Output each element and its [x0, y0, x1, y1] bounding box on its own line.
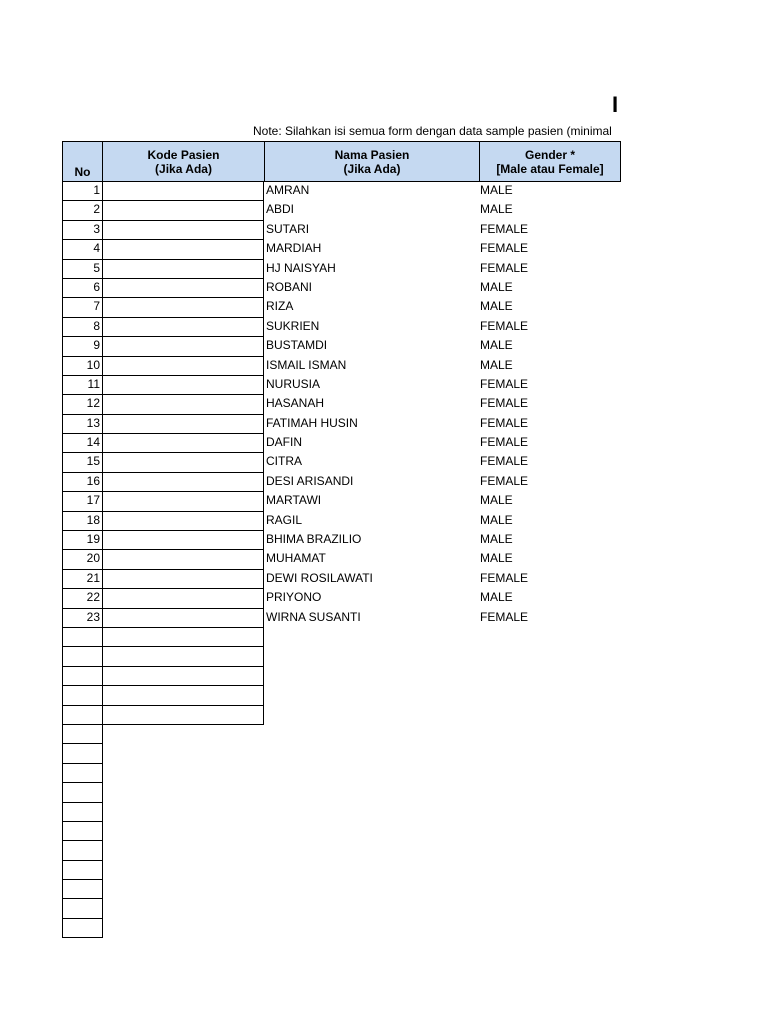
table-header	[62, 141, 622, 181]
table-row	[62, 336, 622, 355]
row-number: 17	[86, 493, 100, 508]
row-number-cell[interactable]	[62, 918, 103, 938]
row-number-cell	[62, 336, 103, 356]
nama-pasien-cell[interactable]: RAGIL	[266, 512, 303, 527]
table-row	[62, 569, 622, 588]
kode-pasien-cell[interactable]	[102, 491, 264, 511]
kode-pasien-cell[interactable]	[102, 414, 264, 434]
table-row	[62, 375, 622, 394]
gender-cell[interactable]: FEMALE	[480, 260, 529, 275]
row-number: 18	[86, 512, 100, 527]
row-number-cell[interactable]	[62, 860, 103, 880]
table-row-empty	[62, 743, 622, 762]
gender-cell[interactable]: MALE	[480, 279, 513, 294]
row-number-cell[interactable]	[62, 840, 103, 860]
row-number-cell	[62, 200, 103, 220]
table-row	[62, 356, 622, 375]
row-number-cell	[62, 588, 103, 608]
table-row	[62, 220, 622, 239]
table-row-empty	[62, 666, 622, 685]
row-number-cell[interactable]	[62, 646, 103, 666]
gender-cell[interactable]: FEMALE	[480, 454, 529, 469]
kode-pasien-cell[interactable]	[102, 608, 264, 628]
gender-cell[interactable]: MALE	[480, 512, 513, 527]
row-number: 1	[93, 183, 100, 197]
nama-pasien-cell[interactable]: MARTAWI	[266, 493, 322, 508]
kode-pasien-cell[interactable]	[102, 588, 264, 608]
gender-cell[interactable]: FEMALE	[480, 415, 529, 430]
row-number: 9	[93, 338, 100, 353]
gender-cell[interactable]: MALE	[480, 357, 513, 372]
row-number-cell[interactable]	[62, 666, 103, 686]
nama-pasien-cell[interactable]: CITRA	[266, 454, 302, 469]
table-row	[62, 433, 622, 452]
row-number-cell[interactable]	[62, 879, 103, 899]
row-number-cell	[62, 414, 103, 434]
nama-pasien-cell[interactable]: BHIMA BRAZILIO	[266, 532, 362, 547]
row-number: 23	[86, 609, 100, 624]
table-row	[62, 452, 622, 471]
header-nama-pasien: Nama Pasien (Jika Ada)	[264, 141, 480, 182]
patient-table	[62, 141, 622, 937]
table-row	[62, 297, 622, 316]
row-number: 16	[86, 473, 100, 488]
table-row	[62, 530, 622, 549]
table-row-empty	[62, 840, 622, 859]
kode-pasien-cell[interactable]	[102, 646, 264, 666]
row-number-cell[interactable]	[62, 627, 103, 647]
instruction-note: Note: Silahkan isi semua form dengan data sample pasien (minimal	[253, 124, 612, 138]
row-number-cell[interactable]	[62, 782, 103, 802]
kode-pasien-cell[interactable]	[102, 220, 264, 240]
gender-cell[interactable]: MALE	[480, 551, 513, 566]
row-number-cell	[62, 317, 103, 337]
gender-cell[interactable]: MALE	[480, 299, 513, 314]
gender-cell[interactable]: FEMALE	[480, 241, 529, 256]
table-row	[62, 472, 622, 491]
table-body	[62, 181, 622, 937]
nama-pasien-cell[interactable]: DEWI ROSILAWATI	[266, 570, 373, 585]
row-number-cell	[62, 569, 103, 589]
row-number-cell	[62, 433, 103, 453]
nama-pasien-cell[interactable]: ROBANI	[266, 279, 313, 294]
row-number-cell	[62, 297, 103, 317]
table-row	[62, 414, 622, 433]
row-number: 15	[86, 454, 100, 469]
kode-pasien-cell[interactable]	[102, 356, 264, 376]
row-number: 11	[87, 376, 100, 391]
row-number: 2	[93, 202, 100, 217]
row-number-cell[interactable]	[62, 743, 103, 763]
kode-pasien-cell[interactable]	[102, 685, 264, 705]
kode-pasien-cell[interactable]	[102, 278, 264, 298]
table-row	[62, 394, 622, 413]
row-number: 5	[93, 260, 100, 275]
table-row-empty	[62, 879, 622, 898]
table-row-empty	[62, 802, 622, 821]
kode-pasien-cell[interactable]	[102, 627, 264, 647]
table-row	[62, 259, 622, 278]
row-number-cell	[62, 278, 103, 298]
table-row	[62, 239, 622, 258]
header-kode-pasien: Kode Pasien (Jika Ada)	[102, 141, 265, 182]
row-number-cell[interactable]	[62, 763, 103, 783]
row-number: 6	[93, 279, 100, 294]
row-number-cell[interactable]	[62, 685, 103, 705]
gender-cell[interactable]: MALE	[480, 338, 513, 353]
gender-cell[interactable]: MALE	[480, 202, 513, 217]
row-number-cell	[62, 452, 103, 472]
nama-pasien-cell[interactable]: ISMAIL ISMAN	[266, 357, 347, 372]
row-number: 4	[93, 241, 100, 256]
row-number: 13	[86, 415, 100, 430]
gender-cell[interactable]: FEMALE	[480, 435, 529, 450]
table-row	[62, 549, 622, 568]
kode-pasien-cell[interactable]	[102, 705, 264, 725]
table-row	[62, 511, 622, 530]
kode-pasien-cell[interactable]	[102, 530, 264, 550]
row-number-cell	[62, 375, 103, 395]
row-number-cell	[62, 394, 103, 414]
gender-cell[interactable]: FEMALE	[480, 570, 529, 585]
row-number: 20	[86, 551, 100, 566]
kode-pasien-cell[interactable]	[102, 375, 264, 395]
kode-pasien-cell[interactable]	[102, 297, 264, 317]
row-number-cell	[62, 491, 103, 511]
kode-pasien-cell[interactable]	[102, 181, 264, 201]
kode-pasien-cell[interactable]	[102, 549, 264, 569]
nama-pasien-cell[interactable]: DESI ARISANDI	[266, 473, 354, 488]
row-number-cell	[62, 239, 103, 259]
nama-pasien-cell[interactable]: RIZA	[266, 299, 294, 314]
table-row-empty	[62, 860, 622, 879]
row-number-cell	[62, 549, 103, 569]
header-no: No	[62, 141, 103, 182]
nama-pasien-cell[interactable]: NURUSIA	[266, 376, 321, 391]
row-number-cell	[62, 220, 103, 240]
header-gender: Gender * [Male atau Female]	[479, 141, 621, 182]
nama-pasien-cell[interactable]: FATIMAH HUSIN	[266, 415, 358, 430]
table-row-empty	[62, 646, 622, 665]
kode-pasien-cell[interactable]	[102, 317, 264, 337]
row-number-cell	[62, 181, 103, 201]
table-row-empty	[62, 918, 622, 937]
kode-pasien-cell[interactable]	[102, 666, 264, 686]
row-number-cell[interactable]	[62, 821, 103, 841]
gender-cell[interactable]: FEMALE	[480, 609, 529, 624]
table-row-empty	[62, 898, 622, 917]
row-number-cell	[62, 511, 103, 531]
gender-cell[interactable]: FEMALE	[480, 396, 529, 411]
kode-pasien-cell[interactable]	[102, 239, 264, 259]
table-row	[62, 588, 622, 607]
row-number-cell	[62, 356, 103, 376]
gender-cell[interactable]: MALE	[480, 493, 513, 508]
gender-cell[interactable]: MALE	[480, 532, 513, 547]
gender-cell[interactable]: FEMALE	[480, 221, 529, 236]
table-row	[62, 317, 622, 336]
nama-pasien-cell[interactable]: MUHAMAT	[266, 551, 326, 566]
row-number-cell[interactable]	[62, 705, 103, 725]
row-number: 3	[93, 221, 100, 236]
row-number-cell	[62, 259, 103, 279]
row-number-cell	[62, 530, 103, 550]
nama-pasien-cell[interactable]: MARDIAH	[266, 241, 322, 256]
nama-pasien-cell[interactable]: ABDI	[266, 202, 295, 217]
nama-pasien-cell[interactable]: DAFIN	[266, 435, 302, 450]
page-title: I	[612, 92, 619, 117]
kode-pasien-cell[interactable]	[102, 259, 264, 279]
gender-cell[interactable]: MALE	[480, 183, 513, 197]
gender-cell[interactable]: MALE	[480, 590, 513, 605]
gender-cell[interactable]: FEMALE	[480, 318, 529, 333]
table-row-empty	[62, 724, 622, 743]
table-row	[62, 491, 622, 510]
table-row-empty	[62, 763, 622, 782]
table-row-empty	[62, 685, 622, 704]
kode-pasien-cell[interactable]	[102, 394, 264, 414]
row-number: 21	[86, 570, 100, 585]
table-row	[62, 181, 622, 200]
table-row-empty	[62, 782, 622, 801]
nama-pasien-cell[interactable]: HASANAH	[266, 396, 325, 411]
nama-pasien-cell[interactable]: PRIYONO	[266, 590, 322, 605]
nama-pasien-cell[interactable]: WIRNA SUSANTI	[266, 609, 361, 624]
row-number: 14	[86, 435, 100, 450]
row-number: 10	[86, 357, 100, 372]
table-row	[62, 200, 622, 219]
gender-cell[interactable]: FEMALE	[480, 473, 529, 488]
table-row-empty	[62, 821, 622, 840]
gender-cell[interactable]: FEMALE	[480, 376, 529, 391]
table-row	[62, 278, 622, 297]
row-number: 7	[93, 299, 100, 314]
nama-pasien-cell[interactable]: SUTARI	[266, 221, 310, 236]
table-row-empty	[62, 705, 622, 724]
kode-pasien-cell[interactable]	[102, 200, 264, 220]
nama-pasien-cell[interactable]: HJ NAISYAH	[266, 260, 336, 275]
kode-pasien-cell[interactable]	[102, 336, 264, 356]
nama-pasien-cell[interactable]: AMRAN	[266, 183, 310, 197]
row-number-cell[interactable]	[62, 724, 103, 744]
row-number-cell	[62, 608, 103, 628]
kode-pasien-cell[interactable]	[102, 569, 264, 589]
nama-pasien-cell[interactable]: SUKRIEN	[266, 318, 320, 333]
row-number: 8	[93, 318, 100, 333]
row-number: 12	[86, 396, 100, 411]
nama-pasien-cell[interactable]: BUSTAMDI	[266, 338, 328, 353]
table-row	[62, 608, 622, 627]
row-number: 22	[86, 590, 100, 605]
row-number: 19	[86, 532, 100, 547]
kode-pasien-cell[interactable]	[102, 472, 264, 492]
kode-pasien-cell[interactable]	[102, 452, 264, 472]
row-number-cell[interactable]	[62, 898, 103, 918]
row-number-cell	[62, 472, 103, 492]
table-row-empty	[62, 627, 622, 646]
kode-pasien-cell[interactable]	[102, 511, 264, 531]
kode-pasien-cell[interactable]	[102, 433, 264, 453]
row-number-cell[interactable]	[62, 802, 103, 822]
